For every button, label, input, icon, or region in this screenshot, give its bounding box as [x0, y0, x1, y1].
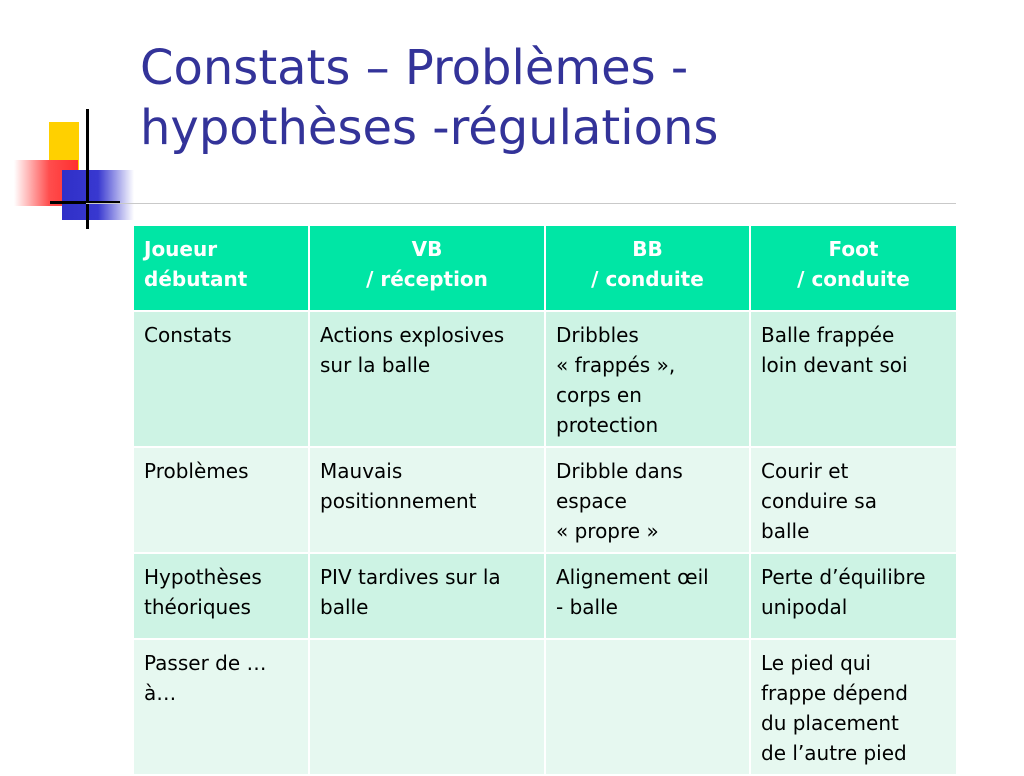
table-cell: [133, 311, 309, 447]
table-cell: [309, 639, 545, 775]
header-cell-bb: [545, 225, 750, 311]
header-label: VB / réception: [366, 237, 488, 291]
cell-text: Passer de … à…: [144, 651, 267, 705]
cell-text: Mauvais positionnement: [320, 459, 477, 513]
header-cell-vb: [309, 225, 545, 311]
cell-text: Actions explosives sur la balle: [320, 323, 505, 377]
header-cell-player: [133, 225, 309, 311]
header-label: Joueur débutant: [144, 237, 248, 291]
table-row: [133, 553, 957, 639]
logo-blue-square: [62, 170, 134, 220]
cell-text: Constats: [144, 323, 232, 347]
table-cell: [750, 311, 957, 447]
table-cell: [750, 639, 957, 775]
header-label: Foot / conduite: [797, 237, 910, 291]
table-cell: [133, 639, 309, 775]
table-cell: [545, 553, 750, 639]
title-divider-line: [86, 203, 956, 204]
header-cell-foot: [750, 225, 957, 311]
comparison-table: [132, 224, 958, 776]
table-cell: [133, 553, 309, 639]
header-label: BB / conduite: [591, 237, 704, 291]
cell-text: PIV tardives sur la balle: [320, 565, 501, 619]
table-cell: [309, 311, 545, 447]
table-cell: [309, 553, 545, 639]
table-cell: [545, 639, 750, 775]
table-row: [133, 447, 957, 553]
cell-text: Alignement œil - balle: [556, 565, 709, 619]
table-header-row: [133, 225, 957, 311]
slide-title-text: Constats – Problèmes - hypothèses -régulations: [140, 40, 719, 156]
cell-text: Le pied qui frappe dépend du placement de l’autre pied: [761, 651, 908, 765]
cell-text: Balle frappée loin devant soi: [761, 323, 908, 377]
table-cell: [750, 447, 957, 553]
cell-text: Dribble dans espace « propre »: [556, 459, 683, 543]
table-cell: [133, 447, 309, 553]
cell-text: Courir et conduire sa balle: [761, 459, 877, 543]
table-cell: [545, 447, 750, 553]
cell-text: Hypothèses théoriques: [144, 565, 262, 619]
table-row: [133, 311, 957, 447]
logo-vertical-line: [86, 109, 89, 229]
cell-text: Dribbles « frappés », corps en protection: [556, 323, 676, 437]
table-row: [133, 639, 957, 775]
slide-title: [140, 38, 1000, 158]
cell-text: Perte d’équilibre unipodal: [761, 565, 926, 619]
cell-text: Problèmes: [144, 459, 249, 483]
table-cell: [750, 553, 957, 639]
table-cell: [309, 447, 545, 553]
table-cell: [545, 311, 750, 447]
